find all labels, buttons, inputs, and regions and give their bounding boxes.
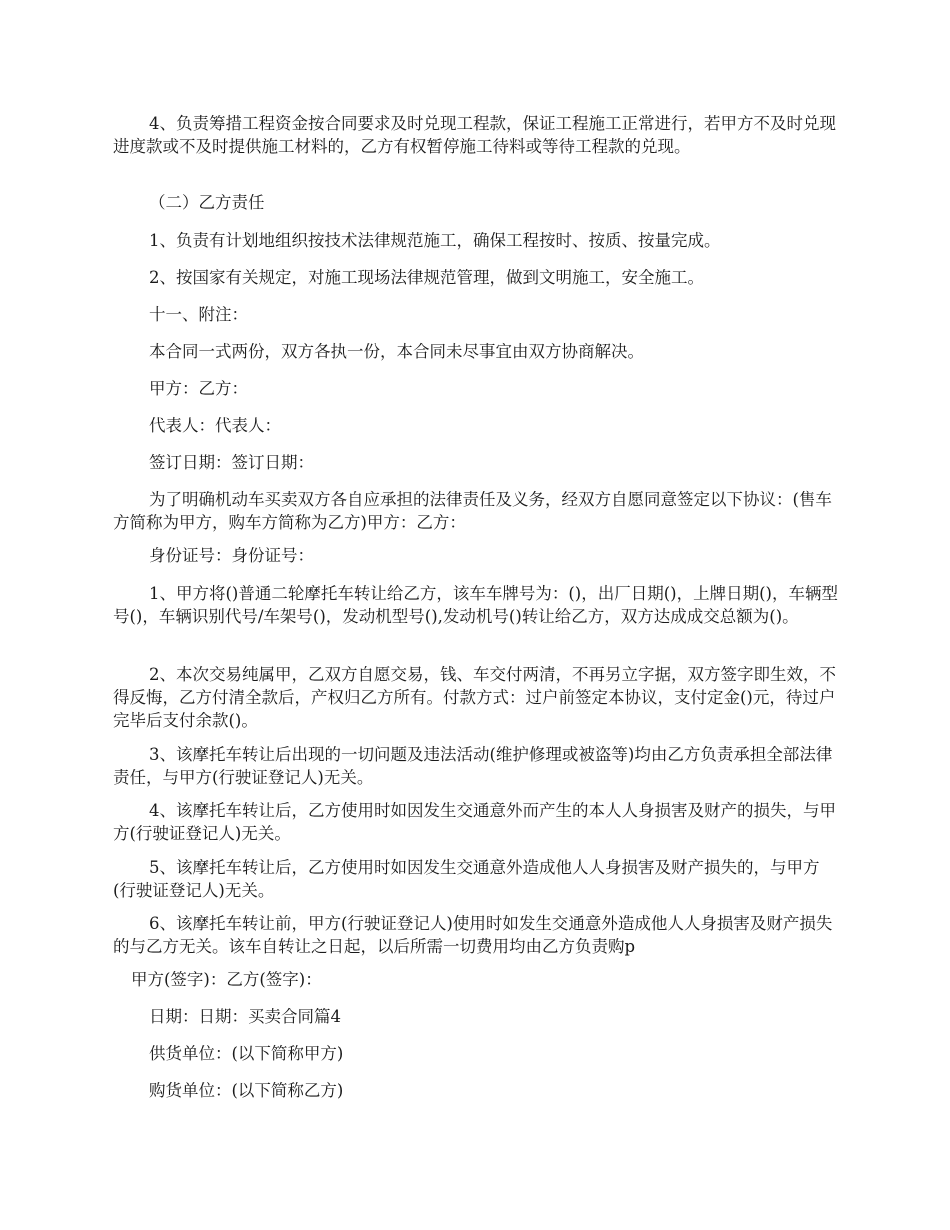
date-and-contract-title: 日期：日期：买卖合同篇4: [149, 1007, 341, 1026]
clause-jia-4-funding: 4、负责筹措工程资金按合同要求及时兑现工程款，保证工程施工正常进行，若甲方不及时兑现进度款或不及时提供施工材料的，乙方有权暂停施工待料或等待工程款的兑现。: [113, 114, 836, 156]
contract-copies-note: 本合同一式两份，双方各执一份，本合同未尽事宜由双方协商解决。: [149, 342, 644, 361]
vehicle-clause-3-liability: 3、该摩托车转让后出现的一切问题及违法活动(维护修理或被盗等)均由乙方负责承担全部法律责任，与甲方(行驶证登记人)无关。: [113, 745, 833, 787]
section-eleven-notes-heading: 十一、附注：: [149, 305, 248, 324]
vehicle-clause-1-transfer: 1、甲方将()普通二轮摩托车转让给乙方，该车车牌号为：()，出厂日期()，上牌日期()，车辆型号()，车辆识别代号/车架号()，发动机型号(),发动机号()转让给乙方，双方达成成交总额为()。: [113, 584, 838, 626]
vehicle-clause-2-payment: 2、本次交易纯属甲，乙双方自愿交易，钱、车交付两清，不再另立字据，双方签字即生效，不得反悔，乙方付清全款后，产权归乙方所有。付款方式：过户前签定本协议，支付定金()元，待过户完毕后支付余款()。: [113, 665, 836, 730]
signing-date-line: 签订日期：签订日期：: [149, 453, 314, 472]
section-yi-responsibility-heading: （二）乙方责任: [149, 193, 265, 212]
vehicle-clause-4-own-damage: 4、该摩托车转让后，乙方使用时如因发生交通意外而产生的本人人身损害及财产的损失，与甲方(行驶证登记人)无关。: [113, 801, 836, 843]
representative-line: 代表人：代表人：: [149, 416, 281, 435]
buyer-line: 购货单位：(以下简称乙方): [149, 1081, 344, 1100]
vehicle-sale-intro: 为了明确机动车买卖双方各自应承担的法律责任及义务，经双方自愿同意签定以下协议：(售车方简称为甲方，购车方简称为乙方)甲方：乙方：: [113, 490, 832, 532]
id-number-line: 身份证号：身份证号：: [149, 546, 314, 565]
party-signature-line: 甲方：乙方：: [149, 379, 248, 398]
signature-line: 甲方(签字)：乙方(签字)：: [131, 970, 322, 989]
supplier-line: 供货单位：(以下简称甲方): [149, 1044, 344, 1063]
clause-yi-2-site-management: 2、按国家有关规定，对施工现场法律规范管理，做到文明施工，安全施工。: [149, 268, 704, 287]
clause-yi-1-construction: 1、负责有计划地组织按技术法律规范施工，确保工程按时、按质、按量完成。: [149, 231, 721, 250]
vehicle-clause-6-before-transfer: 6、该摩托车转让前，甲方(行驶证登记人)使用时如发生交通意外造成他人人身损害及财产损失的与乙方无关。该车自转让之日起，以后所需一切费用均由乙方负责购p: [113, 914, 833, 956]
vehicle-clause-5-third-party: 5、该摩托车转让后，乙方使用时如因发生交通意外造成他人人身损害及财产损失的，与甲方(行驶证登记人)无关。: [113, 858, 820, 900]
